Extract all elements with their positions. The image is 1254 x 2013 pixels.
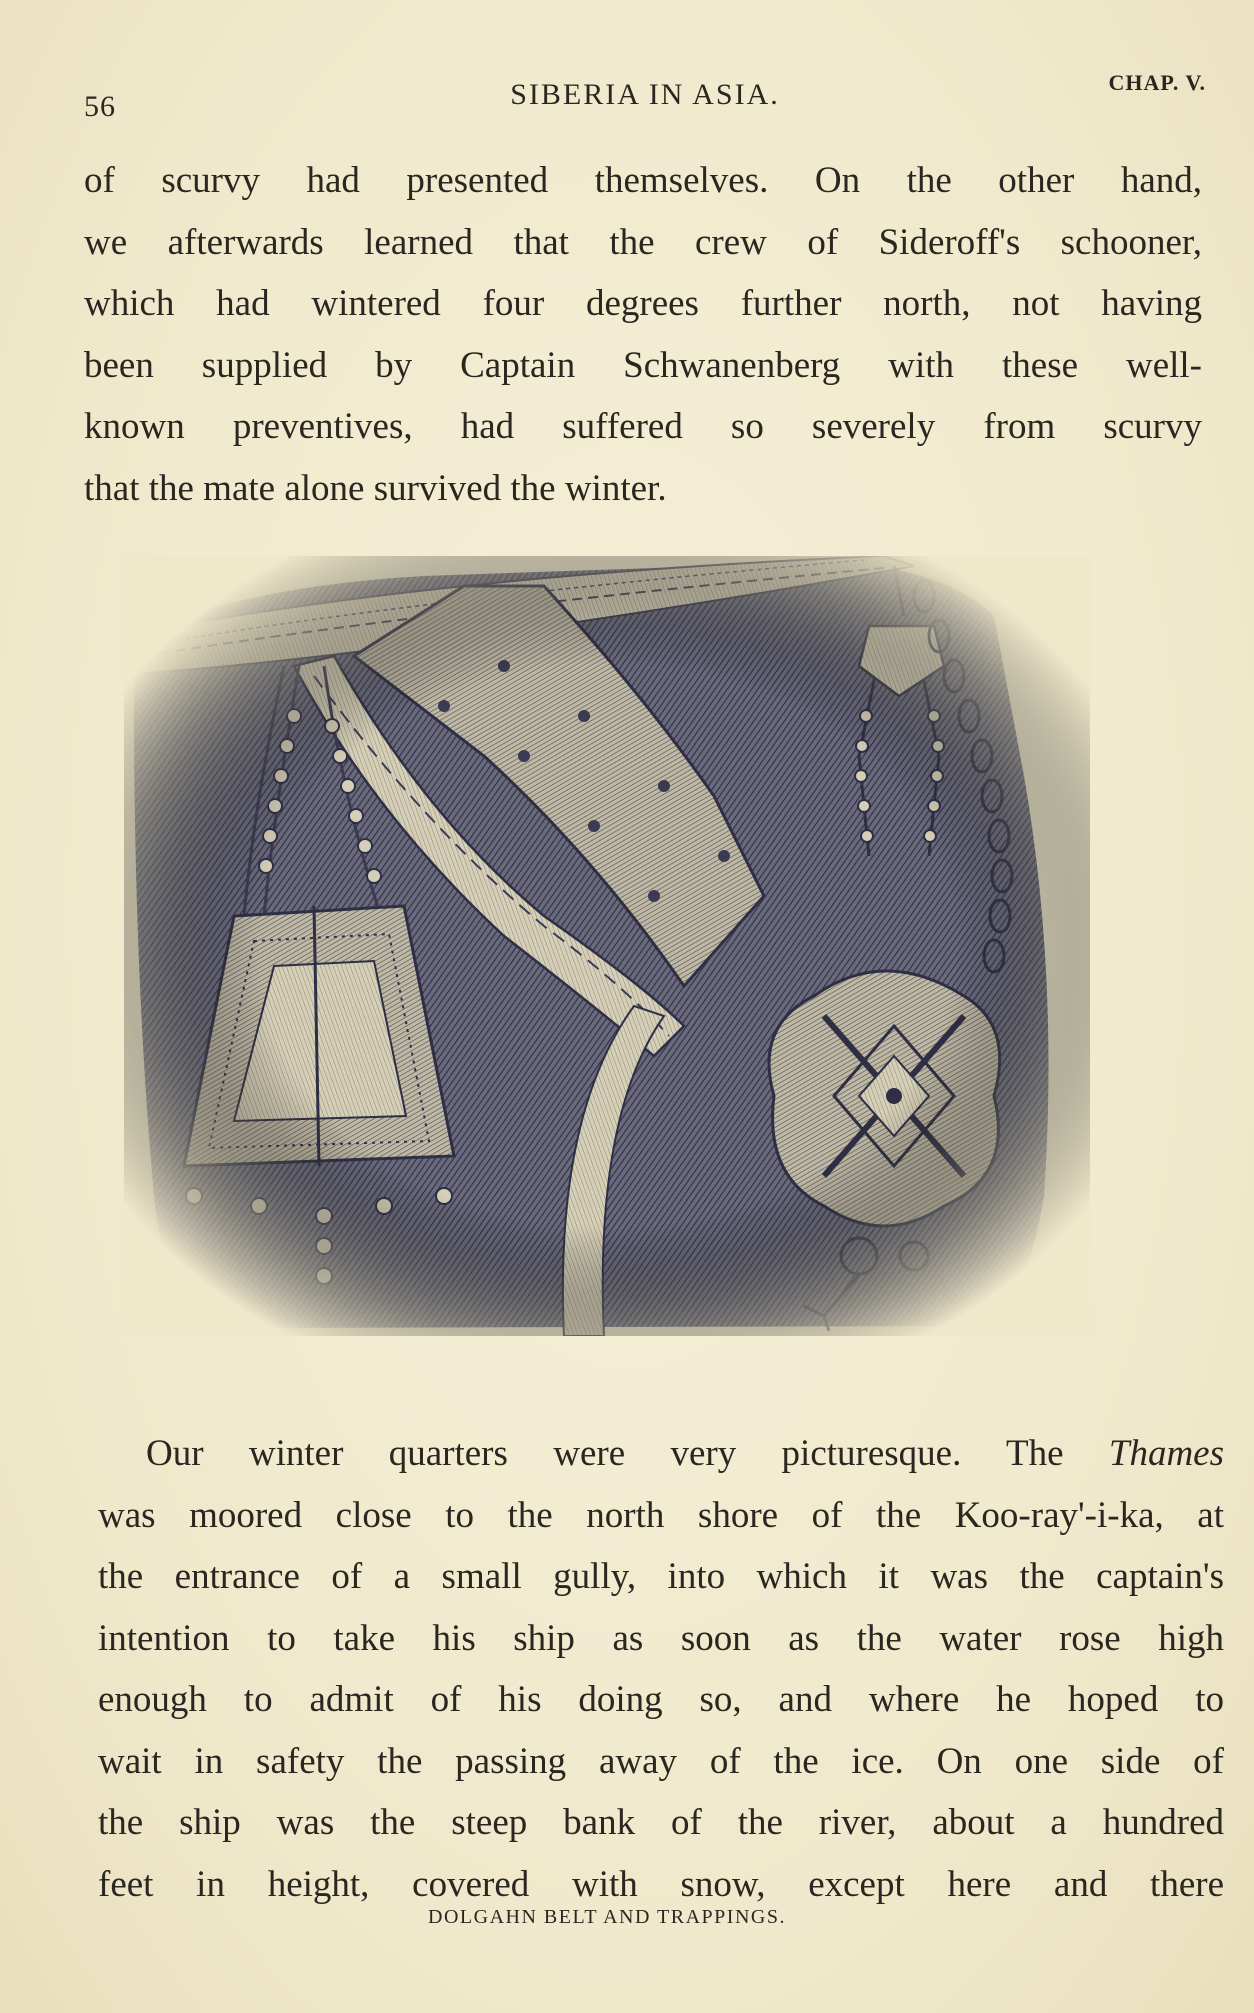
paragraph-top xyxy=(84,150,1202,519)
page-header xyxy=(84,68,1206,123)
text-line: which had wintered four degrees further north, not having xyxy=(84,283,1202,324)
text-segment: Our winter quarters were very picturesque. The xyxy=(146,1433,1109,1474)
text-line: we afterwards learned that the crew of Sideroff's schooner, xyxy=(84,221,1202,263)
paragraph-bottom xyxy=(98,1423,1224,1915)
text-line xyxy=(98,1423,1224,1485)
chapter-reference: CHAP. V. xyxy=(1108,70,1206,95)
text-line: enough to admit of his doing so, and where he hoped to xyxy=(98,1679,1224,1720)
text-line: of scurvy had presented themselves. On the other hand, xyxy=(84,160,1202,201)
text-line: been supplied by Captain Schwanenberg with these well- xyxy=(84,344,1202,386)
text-line: wait in safety the passing away of the ice. On one side of xyxy=(98,1740,1224,1782)
text-line: the ship was the steep bank of the river, about a hundred xyxy=(98,1802,1224,1843)
figure-caption: DOLGAHN BELT AND TRAPPINGS. xyxy=(428,1906,786,1928)
text-line: feet in height, covered with snow, except here and there xyxy=(98,1863,1224,1905)
page-number: 56 xyxy=(84,90,116,123)
text-line: intention to take his ship as soon as the water rose high xyxy=(98,1617,1224,1659)
text-line: known preventives, had suffered so severely from scurvy xyxy=(84,406,1202,447)
text-line: was moored close to the north shore of the Koo-ray'-i-ka, at xyxy=(98,1494,1224,1536)
running-head: SIBERIA IN ASIA. xyxy=(510,78,780,111)
ship-name: Thames xyxy=(1108,1433,1224,1474)
text-line: the entrance of a small gully, into which it was the captain's xyxy=(98,1556,1224,1597)
text-line: that the mate alone survived the winter. xyxy=(84,467,667,509)
